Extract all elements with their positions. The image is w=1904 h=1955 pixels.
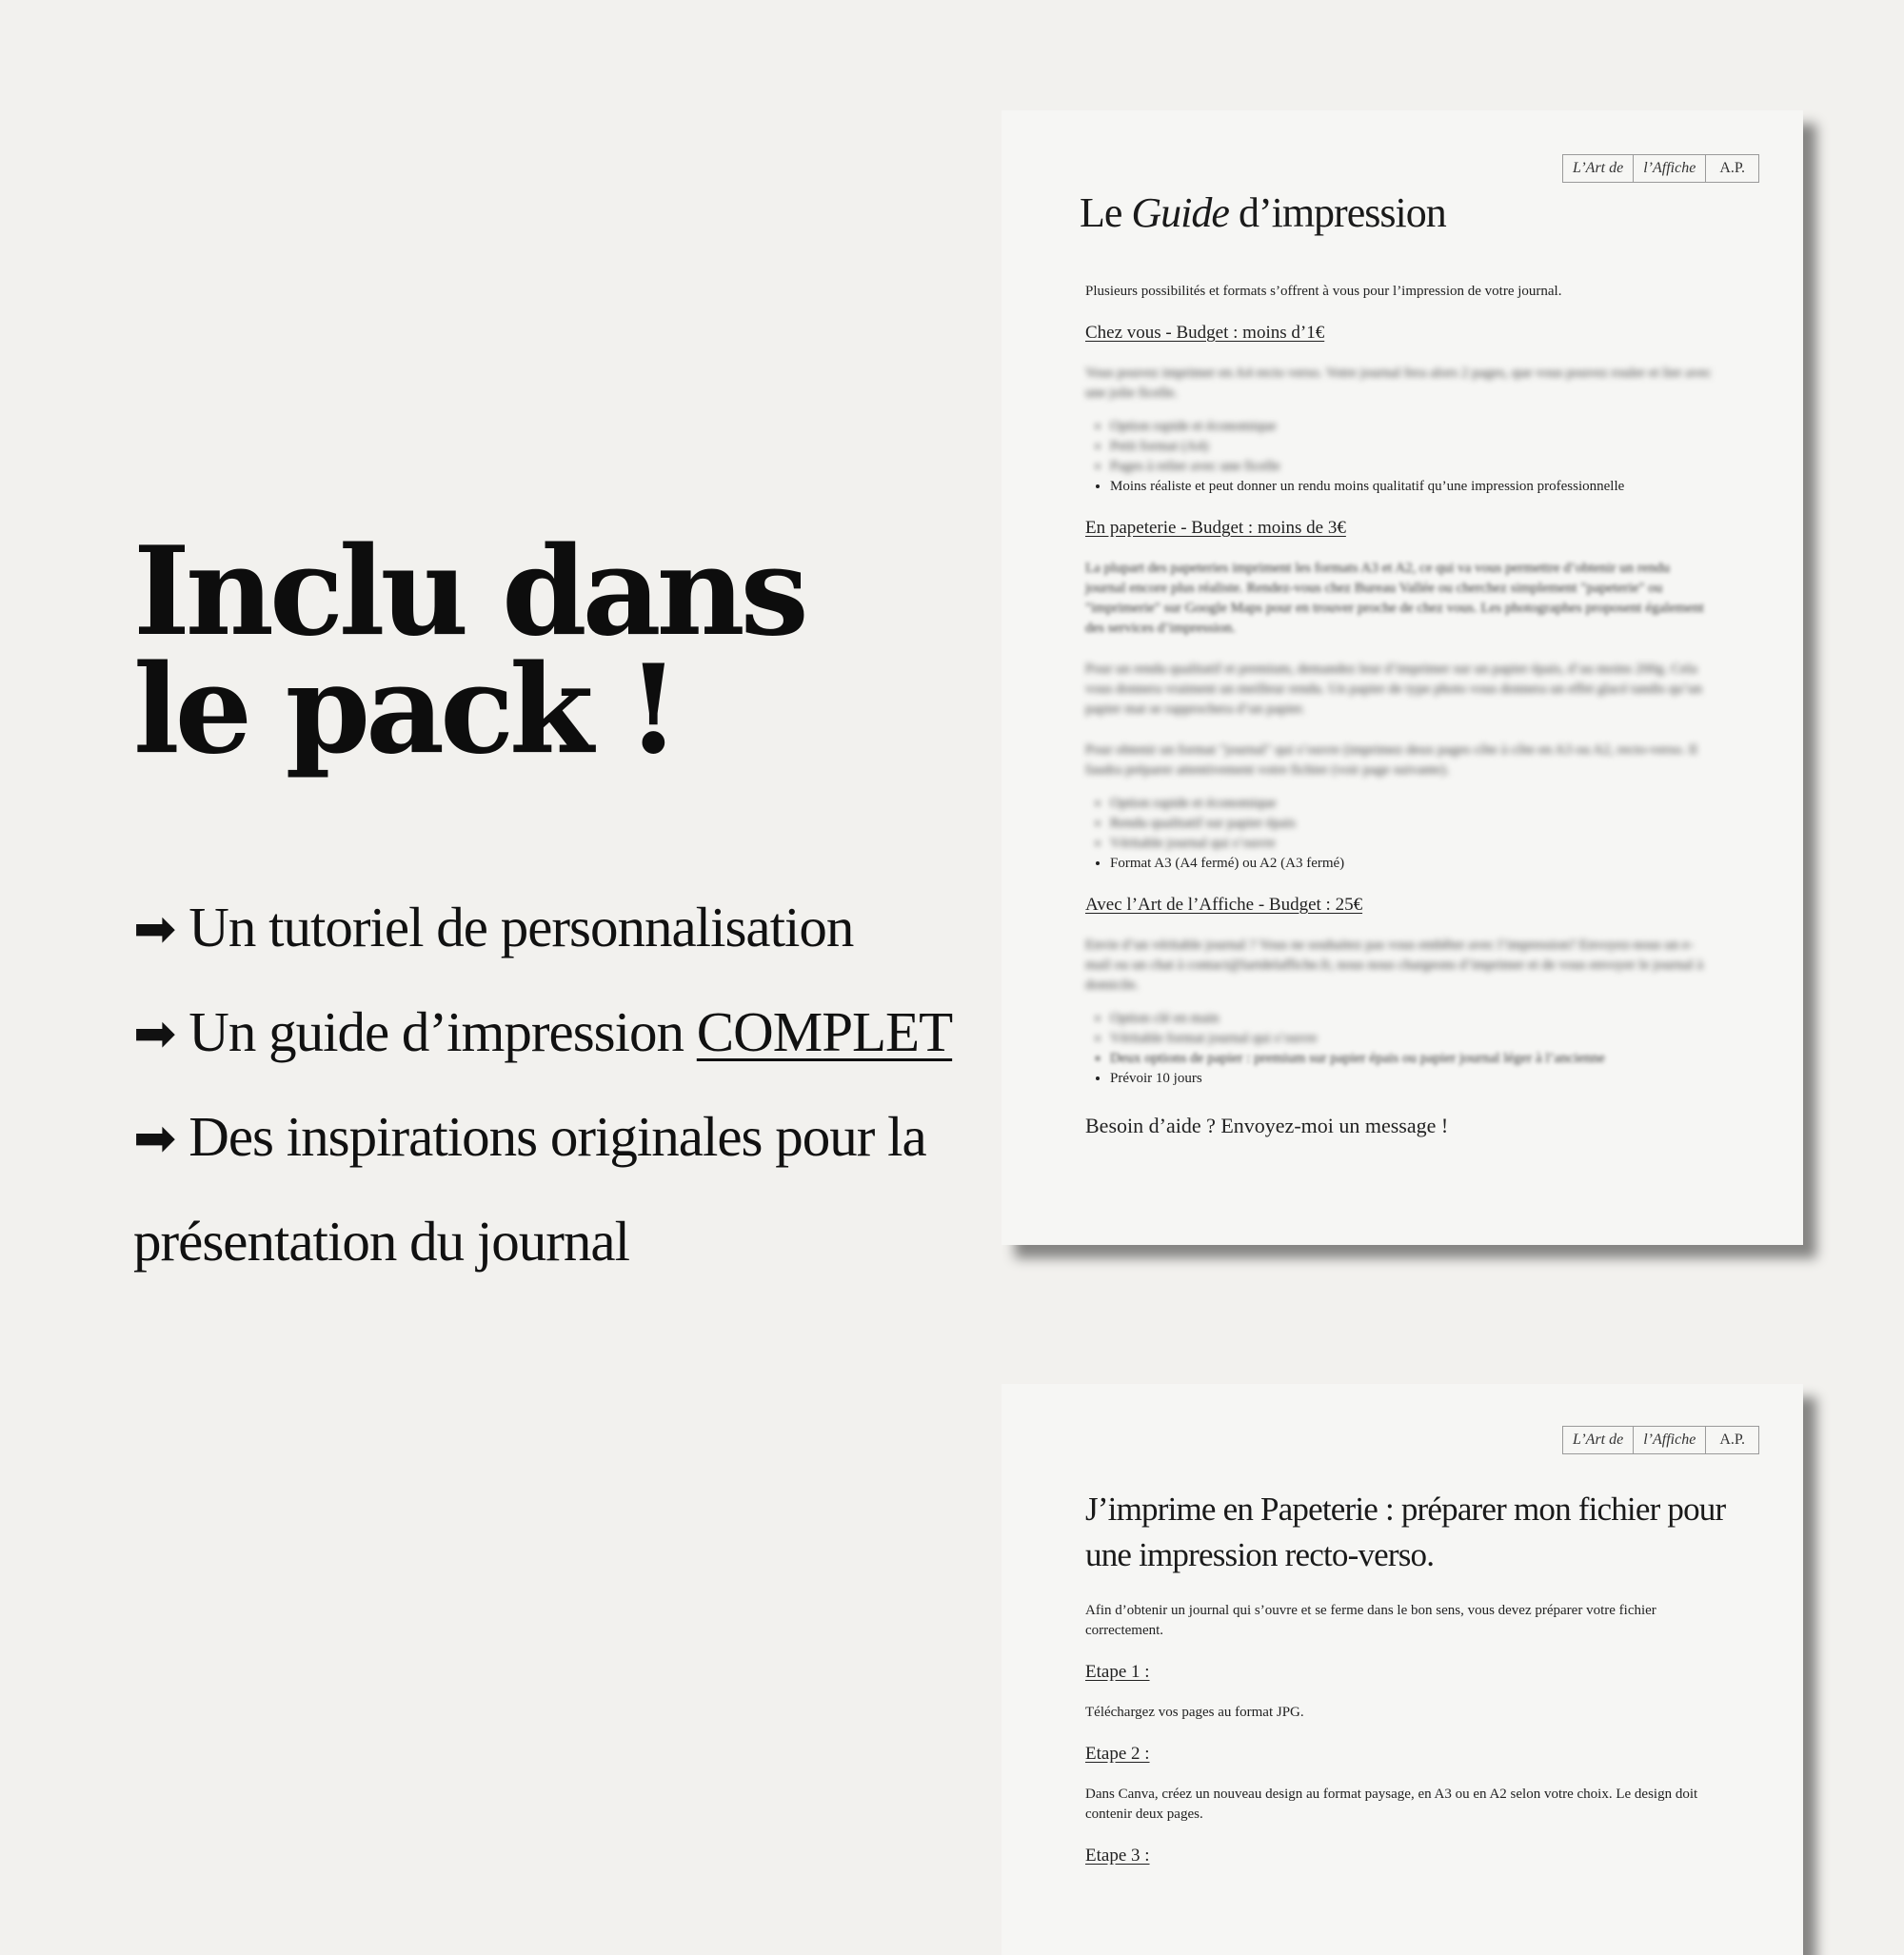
feature-text-guide: Un guide d’impression <box>188 1000 697 1063</box>
help-message: Besoin d’aide ? Envoyez-moi un message ! <box>1085 1114 1449 1137</box>
step-heading: Etape 1 : <box>1085 1662 1150 1682</box>
doc-title-emphasis: Guide <box>1131 189 1229 236</box>
doc-body <box>1085 1601 1714 1886</box>
bullet-item: • Option rapide et économique <box>1110 417 1714 437</box>
doc-intro: Plusieurs possibilités et formats s’offrent à vous pour l’impression de votre journal. <box>1085 284 1562 299</box>
feature-item-tutorial <box>133 876 971 980</box>
right-arrow-icon: ➡ <box>133 899 176 958</box>
brand-logo <box>1562 154 1759 183</box>
promo-title <box>133 521 804 781</box>
brand-logo-part3: A.P. <box>1705 155 1758 182</box>
bullet-item: • Pages à relier avec une ficelle <box>1110 457 1714 477</box>
brand-logo <box>1562 1426 1759 1454</box>
right-arrow-icon: ➡ <box>133 1108 176 1168</box>
brand-logo-part3: A.P. <box>1705 1427 1758 1453</box>
section-heading-stationery: En papeterie - Budget : moins de 3€ <box>1085 518 1346 538</box>
feature-text-tutorial: Un tutoriel de personnalisation <box>188 896 854 958</box>
bullet-item: • Petit format (A4) <box>1110 437 1714 457</box>
section-heading-art-de-l-affiche: Avec l’Art de l’Affiche - Budget : 25€ <box>1085 895 1363 915</box>
guide-page-preview <box>1002 110 1803 1245</box>
doc-intro: Afin d’obtenir un journal qui s’ouvre et se ferme dans le bon sens, vous devez préparer votre fichier correctement. <box>1085 1603 1656 1638</box>
promo-title-line2: le pack ! <box>133 639 676 781</box>
doc-title: J’imprime en Papeterie : préparer mon fichier pour une impression recto-verso. <box>1085 1491 1726 1573</box>
bullet-item: • Véritable journal qui s’ouvre <box>1110 834 1714 854</box>
section-paragraph: Pour un rendu qualitatif et premium, demandez leur d’imprimer sur un papier épais, d’au moins 200g. Cela vous donnera vraiment un meilleur rendu. Un papier de type photo vous donnera un effet glacé tandis qu’un papier mat se rapprochera d’un papier. <box>1085 662 1702 717</box>
promo-title-line1: Inclu dans <box>133 521 804 663</box>
section-paragraph: Vous pouvez imprimer en A4 recto verso. Votre journal fera alors 2 pages, que vous pouvez rouler et lier avec une jolie ficelle. <box>1085 365 1712 401</box>
bullet-item: • Option clé en main <box>1110 1009 1714 1029</box>
section-paragraph: Envie d’un véritable journal ? Vous ne souhaitez pas vous embêter avec l’impression? Envoyez-nous un e-mail ou un chat à contact@lartdelaffiche.fr, nous nous chargeons d’imprimer et de vous envoyer le journal à domicile. <box>1085 938 1704 993</box>
bullet-list <box>1085 417 1714 497</box>
feature-text-guide-emphasis: COMPLET <box>696 1000 953 1063</box>
feature-item-guide <box>133 980 971 1085</box>
step-text: Téléchargez vos pages au format JPG. <box>1085 1705 1304 1720</box>
doc-title-post: d’impression <box>1228 189 1446 236</box>
bullet-item: • Moins réaliste et peut donner un rendu moins qualitatif qu’une impression professionnelle <box>1110 477 1714 497</box>
step-heading: Etape 3 : <box>1085 1846 1150 1866</box>
doc-title-pre: Le <box>1080 189 1132 236</box>
bullet-list <box>1085 794 1714 874</box>
brand-logo-part1: L’Art de <box>1573 160 1624 176</box>
right-arrow-icon: ➡ <box>133 1003 176 1063</box>
feature-text-inspirations: Des inspirations originales pour la présentation du journal <box>133 1105 926 1273</box>
section-paragraph: Pour obtenir un format "journal" qui s’ouvre (imprimez deux pages côte à côte en A3 ou A2, recto-verso. Il faudra préparer attentivement votre fichier (voir page suivante). <box>1085 742 1697 778</box>
bullet-item: • Format A3 (A4 fermé) ou A2 (A3 fermé) <box>1110 854 1714 874</box>
bullet-item: • Véritable format journal qui s’ouvre <box>1110 1029 1714 1049</box>
step-heading: Etape 2 : <box>1085 1744 1150 1764</box>
brand-logo-part2: l’Affiche <box>1633 155 1705 182</box>
feature-list <box>133 876 971 1293</box>
print-prep-page-preview <box>1002 1384 1803 1955</box>
section-paragraph: La plupart des papeteries impriment les formats A3 et A2, ce qui va vous permettre d’obtenir un rendu journal encore plus réaliste. Rendez-vous chez Bureau Vallée ou cherchez simplement "papeterie" ou "imprimerie" sur Google Maps pour en trouver proche de chez vous. Les photographes proposent également des services d’impression. <box>1085 561 1704 636</box>
bullet-item: • Deux options de papier : premium sur papier épais ou papier journal léger à l’ancienne <box>1110 1049 1714 1069</box>
bullet-list <box>1085 1009 1714 1089</box>
bullet-item: • Rendu qualitatif sur papier épais <box>1110 814 1714 834</box>
bullet-item: • Option rapide et économique <box>1110 794 1714 814</box>
feature-item-inspirations <box>133 1085 971 1293</box>
doc-body <box>1085 282 1714 1156</box>
bullet-item: • Prévoir 10 jours <box>1110 1069 1714 1089</box>
brand-logo-part2: l’Affiche <box>1633 1427 1705 1453</box>
section-heading-home: Chez vous - Budget : moins d’1€ <box>1085 323 1325 343</box>
doc-title <box>1080 188 1446 237</box>
brand-logo-part1: L’Art de <box>1573 1432 1624 1448</box>
step-text: Dans Canva, créez un nouveau design au format paysage, en A3 ou en A2 selon votre choix. Le design doit contenir deux pages. <box>1085 1787 1698 1822</box>
